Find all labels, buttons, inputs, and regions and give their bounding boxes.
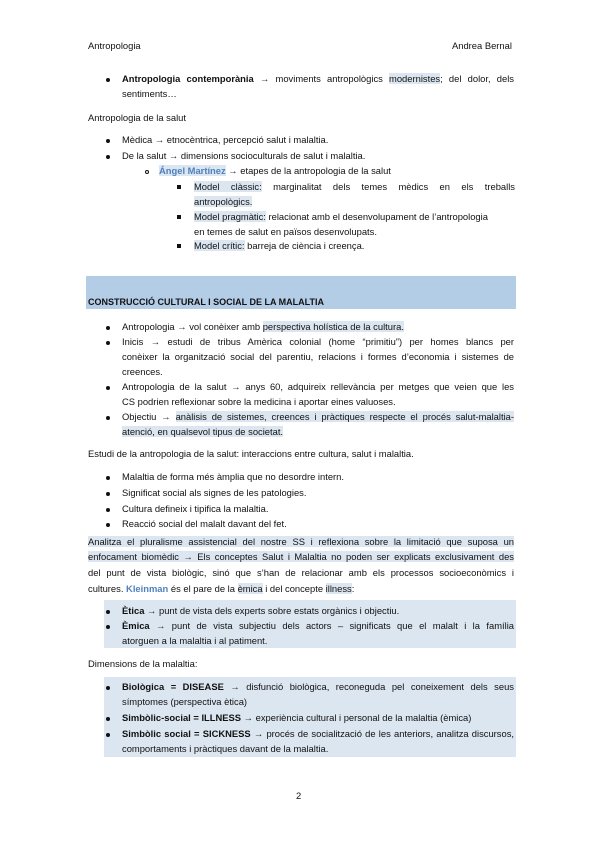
section-heading: Antropologia de la salut (88, 112, 186, 123)
bullet-dot (106, 492, 110, 496)
page-number: 2 (296, 790, 302, 801)
list-subsubitem: Model clàssic: marginalitat dels temes mèdics en els treballs (194, 181, 515, 192)
list-item: Ètica → punt de vista dels experts sobre estats orgànics i objectiu. (122, 605, 400, 616)
bullet-dot (106, 625, 110, 629)
paragraph-line: del punt de vista biològic, sinó que s’han de relacionar amb els processos socioeconòmics i (88, 567, 514, 578)
bullet-dot (106, 78, 110, 82)
square-bullet-icon (177, 244, 181, 248)
square-bullet-icon (177, 215, 181, 219)
list-item-cont: conèixer la organització social del parentiu, relacions i formes d’economia i sistemes de (122, 351, 514, 362)
header-left: Antropologia (88, 40, 141, 51)
list-item-cont: sentiments… (122, 88, 177, 99)
bullet-dot (106, 416, 110, 420)
list-subsubitem: Model pragmàtic: relacionat amb el desenvolupament de l’antropologia (194, 211, 488, 222)
bullet-dot (106, 717, 110, 721)
bullet-dot (106, 508, 110, 512)
square-bullet-icon (177, 185, 181, 189)
list-item: Simbòlic social = SICKNESS → procés de socialització de les anteriors, analitza discursos, (122, 728, 514, 739)
bullet-dot (106, 476, 110, 480)
list-item: Biològica = DISEASE → disfunció biològica, reconeguda pel coneixement dels seus (122, 681, 514, 692)
bullet-dot (106, 386, 110, 390)
list-item: Mèdica → etnocèntrica, percepció salut i malaltia. (122, 134, 329, 145)
list-item-cont: atorguen a la malaltia i al patiment. (122, 635, 268, 646)
list-item-cont: comportaments i pràctiques davant de la malaltia. (122, 743, 329, 754)
paragraph-line: cultures. Kleinman és el pare de la èmica i del concepte illness: (88, 583, 355, 594)
list-item-cont: CS podrien reflexionar sobre la medicina i aportar eines valuoses. (122, 396, 396, 407)
header-right: Andrea Bernal (452, 40, 512, 51)
paragraph-line: Analitza el pluralisme assistencial del nostre SS i reflexiona sobre la limitació que suposa un (88, 536, 514, 547)
list-item-cont: creences. (122, 366, 163, 377)
list-subsubitem-cont: en temes de salut en països desenvolupats. (194, 226, 377, 237)
bullet-dot (106, 686, 110, 690)
bullet-dot (106, 155, 110, 159)
bullet-dot (106, 523, 110, 527)
list-item: Malaltia de forma més àmplia que no desordre intern. (122, 471, 344, 482)
section-heading: Dimensions de la malaltia: (88, 658, 198, 669)
list-item-cont: símptomes (perspectiva ètica) (122, 696, 248, 707)
list-item: Reacció social del malalt davant del fet. (122, 518, 287, 529)
list-item-cont: atenció, en qualsevol tipus de societat. (122, 426, 284, 437)
circle-bullet-icon (145, 170, 149, 174)
list-item: Significat social als signes de les patologies. (122, 487, 307, 498)
list-item: Objectiu → anàlisis de sistemes, creences i pràctiques respecte el procés salut-malaltia- (122, 411, 514, 422)
section-heading: Estudi de la antropologia de la salut: interaccions entre cultura, salut i malaltia. (88, 448, 414, 459)
bullet-dot (106, 733, 110, 737)
list-subitem: Ángel Martínez → etapes de la antropologia de la salut (159, 165, 391, 176)
bullet-dot (106, 139, 110, 143)
bullet-dot (106, 326, 110, 330)
list-item: Cultura defineix i tipifica la malaltia. (122, 503, 269, 514)
list-item: Antropologia contemporània → moviments antropològics modernistes; del dolor, dels (122, 73, 514, 84)
list-subsubitem: Model crític: barreja de ciència i creença. (194, 240, 365, 251)
section-title: CONSTRUCCIÓ CULTURAL I SOCIAL DE LA MALALTIA (88, 297, 324, 307)
list-item: Antropologia de la salut → anys 60, adquireix rellevància per metges que veien que les (122, 381, 514, 392)
list-item: Antropologia → vol conèixer amb perspectiva holística de la cultura. (122, 321, 404, 332)
list-item: Simbòlic-social = ILLNESS → experiència cultural i personal de la malaltia (èmica) (122, 712, 472, 723)
list-item: Inicis → estudi de tribus Amèrica colonial (home “primitiu”) per homes blancs per (122, 336, 514, 347)
bullet-dot (106, 610, 110, 614)
list-item: Èmica → punt de vista subjectiu dels actors – significats que el malalt i la família (122, 620, 514, 631)
paragraph-line: enfocament biomèdic → Els conceptes Salut i Malaltia no poden ser explicats exclusivament des (88, 551, 514, 562)
bullet-dot (106, 341, 110, 345)
list-item: De la salut → dimensions socioculturals de salut i malaltia. (122, 150, 366, 161)
list-subsubitem-cont: antropològics. (194, 196, 253, 207)
